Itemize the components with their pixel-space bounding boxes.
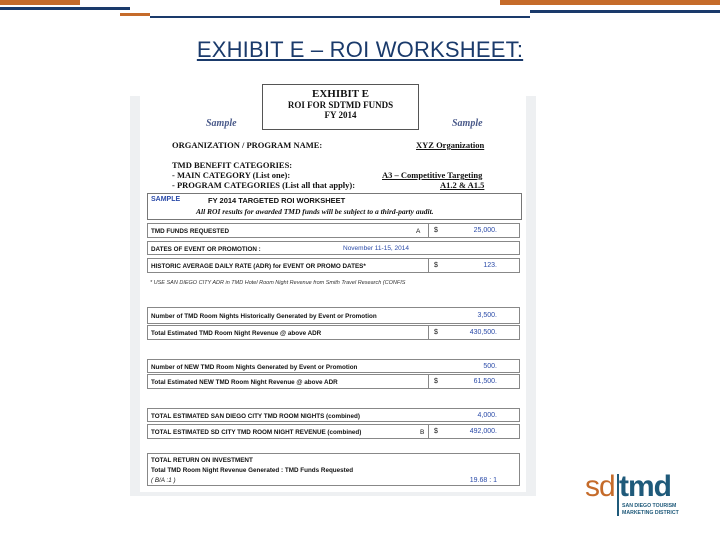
benefit-label: TMD BENEFIT CATEGORIES: — [172, 160, 293, 170]
exhibit-header-line2: ROI FOR SDTMD FUNDS — [287, 100, 394, 110]
program-category-value: A1.2 & A1.5 — [440, 180, 485, 190]
funds-separator — [428, 224, 429, 237]
new-nights-label: Number of NEW TMD Room Nights Generated by Event or Promotion — [151, 364, 358, 371]
roi-label-1: TOTAL RETURN ON INVESTMENT — [151, 457, 253, 464]
row-adr — [147, 258, 520, 273]
new-revenue-label: Total Estimated NEW TMD Room Night Revenue @ above ADR — [151, 379, 338, 386]
worksheet-subtitle: All ROI results for awarded TMD funds will be subject to a third-party audit. — [196, 207, 434, 216]
top-decor-bar-navy-right — [530, 10, 720, 13]
new-revenue-currency: $ — [434, 378, 438, 385]
funds-value: 25,000. — [473, 227, 497, 234]
historic-revenue-label: Total Estimated TMD Room Night Revenue @ above ADR — [151, 330, 322, 337]
top-decor-bar-orange-right — [500, 0, 720, 5]
adr-footnote: * USE SAN DIEGO CITY ADR in TMD Hotel Room Night Revenue from Smith Travel Research (CONFIS — [150, 280, 406, 286]
row-historic-nights — [147, 307, 520, 324]
total-revenue-value: 492,000. — [469, 428, 497, 435]
exhibit-header-line3: FY 2014 — [324, 110, 357, 120]
roi-label-2: Total TMD Room Night Revenue Generated : TMD Funds Requested — [151, 467, 354, 474]
logo-sd: sd — [585, 470, 615, 503]
new-revenue-separator — [428, 375, 429, 388]
logo-tmd: tmd — [619, 470, 671, 503]
total-revenue-currency: $ — [434, 428, 438, 435]
sample-label-right: Sample — [452, 118, 483, 129]
adr-value: 123. — [483, 262, 497, 269]
historic-revenue-value: 430,500. — [469, 329, 497, 336]
funds-currency: $ — [434, 227, 438, 234]
row-total-revenue — [147, 424, 520, 439]
historic-revenue-separator — [428, 326, 429, 339]
adr-label: HISTORIC AVERAGE DAILY RATE (ADR) for EVENT OR PROMO DATES* — [151, 263, 366, 270]
program-category-label: - PROGRAM CATEGORIES (List all that apply): — [172, 180, 356, 190]
funds-marker: A — [416, 228, 421, 235]
historic-nights-label: Number of TMD Room Nights Historically Generated by Event or Promotion — [151, 313, 377, 320]
row-total-nights — [147, 408, 520, 422]
top-decor-bar-orange-mid — [120, 13, 150, 16]
row-total-roi — [147, 453, 520, 486]
total-nights-value: 4,000. — [477, 412, 497, 419]
slide-title: EXHIBIT E – ROI WORKSHEET: — [196, 37, 524, 62]
sdtmd-logo — [585, 470, 695, 520]
row-event-dates — [147, 241, 520, 255]
adr-currency: $ — [434, 262, 438, 269]
row-new-revenue — [147, 374, 520, 389]
main-category-value: A3 – Competitive Targeting — [382, 170, 483, 180]
funds-label: TMD FUNDS REQUESTED — [151, 228, 230, 235]
roi-label-3: ( B/A :1 ) — [151, 477, 176, 484]
total-revenue-separator — [428, 425, 429, 438]
roi-value: 19.68 : 1 — [469, 477, 497, 484]
row-funds-requested — [147, 223, 520, 238]
dates-value: November 11-15, 2014 — [343, 245, 410, 252]
worksheet-header — [147, 193, 522, 220]
exhibit-header-box — [262, 84, 419, 130]
worksheet-sample: SAMPLE — [151, 196, 181, 203]
historic-revenue-currency: $ — [434, 329, 438, 336]
top-decor-bar-orange-left — [0, 0, 80, 5]
row-new-nights — [147, 359, 520, 373]
total-nights-label: TOTAL ESTIMATED SAN DIEGO CITY TMD ROOM NIGHTS (combined) — [151, 413, 360, 420]
total-revenue-marker: B — [420, 429, 425, 436]
adr-separator — [428, 259, 429, 272]
org-value: XYZ Organization — [416, 140, 485, 150]
new-revenue-value: 61,500. — [473, 378, 497, 385]
row-historic-revenue — [147, 325, 520, 340]
top-decor-bar-navy-mid — [150, 16, 530, 18]
org-label: ORGANIZATION / PROGRAM NAME: — [172, 140, 323, 150]
logo-subtitle-2: MARKETING DISTRICT — [622, 510, 679, 516]
new-nights-value: 500. — [483, 363, 497, 370]
main-category-label: - MAIN CATEGORY (List one): — [172, 170, 291, 180]
exhibit-header-line1: EXHIBIT E — [312, 88, 369, 100]
historic-nights-value: 3,500. — [477, 312, 497, 319]
total-revenue-label: TOTAL ESTIMATED SD CITY TMD ROOM NIGHT REVENUE (combined) — [151, 429, 362, 436]
sample-label-left: Sample — [206, 118, 237, 129]
logo-subtitle-1: SAN DIEGO TOURISM — [622, 503, 677, 509]
dates-label: DATES OF EVENT OR PROMOTION : — [151, 246, 261, 253]
top-decor-bar-navy-left — [0, 7, 130, 10]
worksheet-title: FY 2014 TARGETED ROI WORKSHEET — [208, 196, 346, 205]
